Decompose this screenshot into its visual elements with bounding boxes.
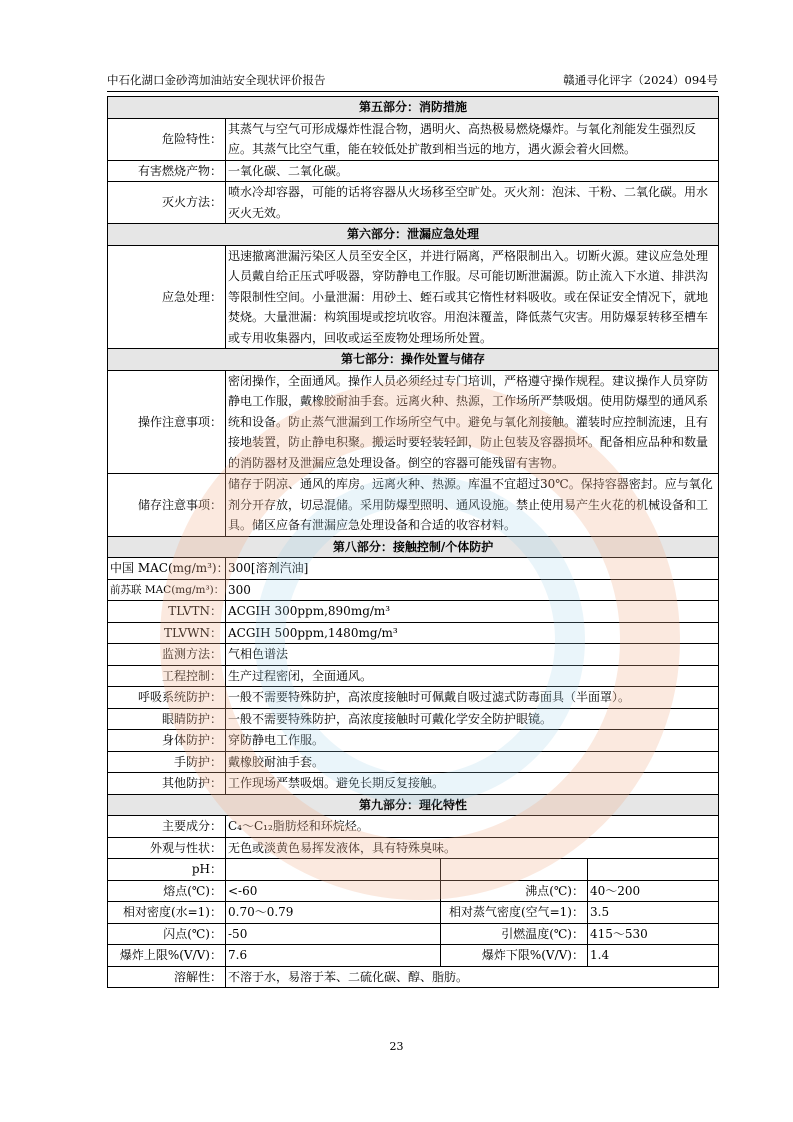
table-row xyxy=(108,859,719,881)
row-value: 储存于阴凉、通风的库房。远离火种、热源。库温不宜超过30℃。保持容器密封。应与氧化剂分开存放，切忌混储。采用防爆型照明、通风设施。禁止使用易产生火花的机械设备和工具。储区应备有泄漏应急处理设备和合适的收容材料。 xyxy=(226,474,719,537)
row-label: 爆炸上限%(V/V)： xyxy=(108,945,226,967)
row-value xyxy=(226,859,441,881)
row-label: 危险特性： xyxy=(108,118,226,160)
page-number: 23 xyxy=(389,1040,404,1053)
table-row xyxy=(108,816,719,838)
row-value: 3.5 xyxy=(588,902,719,924)
row-value: 300 xyxy=(226,579,719,601)
row-label: 操作注意事项： xyxy=(108,370,226,474)
row-value: 工作现场严禁吸烟。避免长期反复接触。 xyxy=(226,773,719,795)
table-row xyxy=(108,474,719,537)
row-label: 引燃温度(℃)： xyxy=(441,923,588,945)
row-label: 相对密度(水=1)： xyxy=(108,902,226,924)
table-row xyxy=(108,644,719,666)
table-row xyxy=(108,773,719,795)
table-row xyxy=(108,730,719,752)
table-row xyxy=(108,160,719,182)
table-row xyxy=(108,880,719,902)
row-value: 无色或淡黄色易挥发液体，具有特殊臭味。 xyxy=(226,837,719,859)
row-label: 中国 MAC(mg/m³)： xyxy=(108,558,226,580)
row-label: 手防护： xyxy=(108,751,226,773)
table-row xyxy=(108,370,719,474)
row-label: 监测方法： xyxy=(108,644,226,666)
row-value: ACGIH 300ppm,890mg/m³ xyxy=(226,601,719,623)
row-label: 其他防护： xyxy=(108,773,226,795)
row-value: 一般不需要特殊防护，高浓度接触时可佩戴自吸过滤式防毒面具（半面罩）。 xyxy=(226,687,719,709)
table-row xyxy=(108,622,719,644)
row-value xyxy=(588,859,719,881)
row-label: 沸点(℃)： xyxy=(441,880,588,902)
row-label: TLVTN： xyxy=(108,601,226,623)
section-title-fire: 第五部分：消防措施 xyxy=(108,97,719,119)
row-value: 气相色谱法 xyxy=(226,644,719,666)
row-label: 外观与性状： xyxy=(108,837,226,859)
row-label: 工程控制： xyxy=(108,665,226,687)
table-row xyxy=(108,558,719,580)
row-label: 储存注意事项： xyxy=(108,474,226,537)
row-label: 应急处理： xyxy=(108,245,226,349)
row-value: 415～530 xyxy=(588,923,719,945)
row-label: 眼睛防护： xyxy=(108,708,226,730)
section-header xyxy=(108,224,719,246)
table-row xyxy=(108,966,719,988)
table-row xyxy=(108,687,719,709)
row-label: 身体防护： xyxy=(108,730,226,752)
row-value: <-60 xyxy=(226,880,441,902)
row-label: 灭火方法： xyxy=(108,182,226,224)
row-label: 闪点(℃)： xyxy=(108,923,226,945)
row-label: 溶解性： xyxy=(108,966,226,988)
table-row xyxy=(108,245,719,349)
row-label: TLVWN： xyxy=(108,622,226,644)
row-value: 喷水冷却容器，可能的话将容器从火场移至空旷处。灭火剂：泡沫、干粉、二氧化碳。用水灭火无效。 xyxy=(226,182,719,224)
section-title-handling: 第七部分：操作处置与储存 xyxy=(108,349,719,371)
row-value: 7.6 xyxy=(226,945,441,967)
table-row xyxy=(108,601,719,623)
row-label: 熔点(℃)： xyxy=(108,880,226,902)
header-report-number: 赣通寻化评字（2024）094号 xyxy=(563,73,718,87)
row-label: pH： xyxy=(108,859,226,881)
row-value: 1.4 xyxy=(588,945,719,967)
table-row xyxy=(108,751,719,773)
row-value: 其蒸气与空气可形成爆炸性混合物，遇明火、高热极易燃烧爆炸。与氧化剂能发生强烈反应。其蒸气比空气重，能在较低处扩散到相当远的地方，遇火源会着火回燃。 xyxy=(226,118,719,160)
header-title: 中石化湖口金砂湾加油站安全现状评价报告 xyxy=(107,73,326,87)
row-label: 爆炸下限%(V/V)： xyxy=(441,945,588,967)
row-value: ACGIH 500ppm,1480mg/m³ xyxy=(226,622,719,644)
row-label: 相对蒸气密度(空气=1)： xyxy=(441,902,588,924)
row-value: 戴橡胶耐油手套。 xyxy=(226,751,719,773)
row-value: 0.70～0.79 xyxy=(226,902,441,924)
row-label: 呼吸系统防护： xyxy=(108,687,226,709)
table-row xyxy=(108,945,719,967)
table-row xyxy=(108,923,719,945)
row-value: -50 xyxy=(226,923,441,945)
section-header xyxy=(108,97,719,119)
row-label: 前苏联 MAC(mg/m³)： xyxy=(108,579,226,601)
section-title-protection: 第八部分：接触控制/个体防护 xyxy=(108,536,719,558)
table-row xyxy=(108,837,719,859)
row-value: C₄～C₁₂脂肪烃和环烷烃。 xyxy=(226,816,719,838)
row-value: 一氧化碳、二氧化碳。 xyxy=(226,160,719,182)
row-value: 一般不需要特殊防护，高浓度接触时可戴化学安全防护眼镜。 xyxy=(226,708,719,730)
table-row xyxy=(108,708,719,730)
row-label: 有害燃烧产物： xyxy=(108,160,226,182)
section-header xyxy=(108,349,719,371)
table-row xyxy=(108,902,719,924)
row-label: 主要成分： xyxy=(108,816,226,838)
page-header xyxy=(107,70,718,90)
row-value: 300[溶剂汽油] xyxy=(226,558,719,580)
table-row xyxy=(108,579,719,601)
row-value: 生产过程密闭，全面通风。 xyxy=(226,665,719,687)
row-value: 密闭操作，全面通风。操作人员必须经过专门培训，严格遵守操作规程。建议操作人员穿防静电工作服，戴橡胶耐油手套。远离火种、热源，工作场所严禁吸烟。使用防爆型的通风系统和设备。防止蒸气泄漏到工作场所空气中。避免与氧化剂接触。灌装时应控制流速，且有接地装置，防止静电积聚。搬运时要轻装轻卸，防止包装及容器损坏。配备相应品种和数量的消防器材及泄漏应急处理设备。倒空的容器可能残留有害物。 xyxy=(226,370,719,474)
table-row xyxy=(108,182,719,224)
section-header xyxy=(108,536,719,558)
section-header xyxy=(108,794,719,816)
section-title-physical: 第九部分：理化特性 xyxy=(108,794,719,816)
msds-table xyxy=(107,96,719,988)
row-value: 40～200 xyxy=(588,880,719,902)
section-title-leak: 第六部分：泄漏应急处理 xyxy=(108,224,719,246)
row-label xyxy=(441,859,588,881)
row-value: 不溶于水，易溶于苯、二硫化碳、醇、脂肪。 xyxy=(226,966,719,988)
row-value: 穿防静电工作服。 xyxy=(226,730,719,752)
table-row xyxy=(108,118,719,160)
table-row xyxy=(108,665,719,687)
header-rule xyxy=(107,91,718,92)
row-value: 迅速撤离泄漏污染区人员至安全区，并进行隔离，严格限制出入。切断火源。建议应急处理人员戴自给正压式呼吸器，穿防静电工作服。尽可能切断泄漏源。防止流入下水道、排洪沟等限制性空间。小量泄漏：用砂土、蛭石或其它惰性材料吸收。或在保证安全情况下，就地焚烧。大量泄漏：构筑围堤或挖坑收容。用泡沫覆盖，降低蒸气灾害。用防爆泵转移至槽车或专用收集器内，回收或运至废物处理场所处置。 xyxy=(226,245,719,349)
